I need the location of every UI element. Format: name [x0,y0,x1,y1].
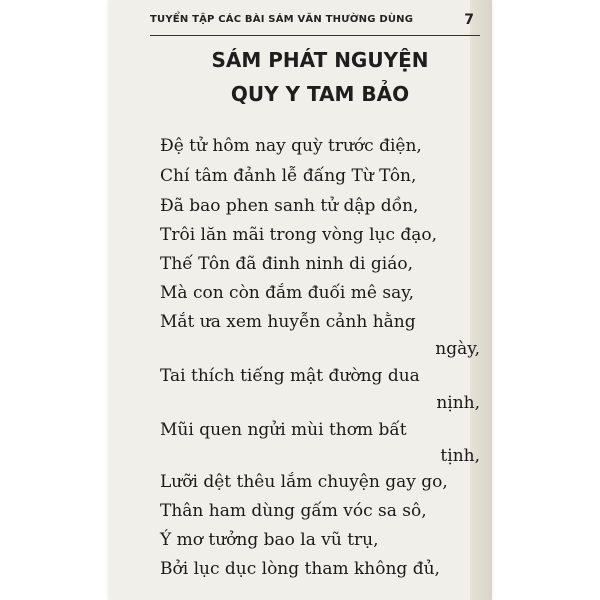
page-number: 7 [464,12,474,28]
poem-line: Mắt ưa xem huyễn cảnh hằng [160,312,416,332]
poem-line: Tai thích tiếng mật đường dua [160,366,420,386]
poem-line: Đệ tử hôm nay quỳ trước điện, [160,136,422,156]
poem-line: Thân ham dùng gấm vóc sa sô, [160,501,427,521]
poem-line: Bởi lục dục lòng tham không đủ, [160,559,440,579]
page-title-line-1: SÁM PHÁT NGUYỆN [211,48,429,72]
poem-line: Ý mơ tưởng bao la vũ trụ, [160,530,379,550]
running-title: TUYỂN TẬP CÁC BÀI SÁM VĂN THƯỜNG DÙNG [150,14,414,25]
poem-line: Mà con còn đắm đuối mê say, [160,283,414,303]
poem-line: Thế Tôn đã đinh ninh di giáo, [160,254,413,274]
poem-line: Lưỡi dệt thêu lắm chuyện gay go, [160,472,448,492]
poem-line: Chí tâm đảnh lễ đấng Từ Tôn, [160,166,417,186]
poem-line-continuation: nịnh, [436,393,480,413]
poem-line-continuation: tịnh, [440,446,480,466]
poem-line: Trôi lăn mãi trong vòng lục đạo, [160,225,438,245]
poem-line: Mũi quen ngửi mùi thơm bất [160,420,407,440]
poem-line: Đã bao phen sanh tử dập dồn, [160,196,419,216]
page-title-line-2: QUY Y TAM BẢO [230,82,410,106]
poem-line-continuation: ngày, [435,339,480,359]
